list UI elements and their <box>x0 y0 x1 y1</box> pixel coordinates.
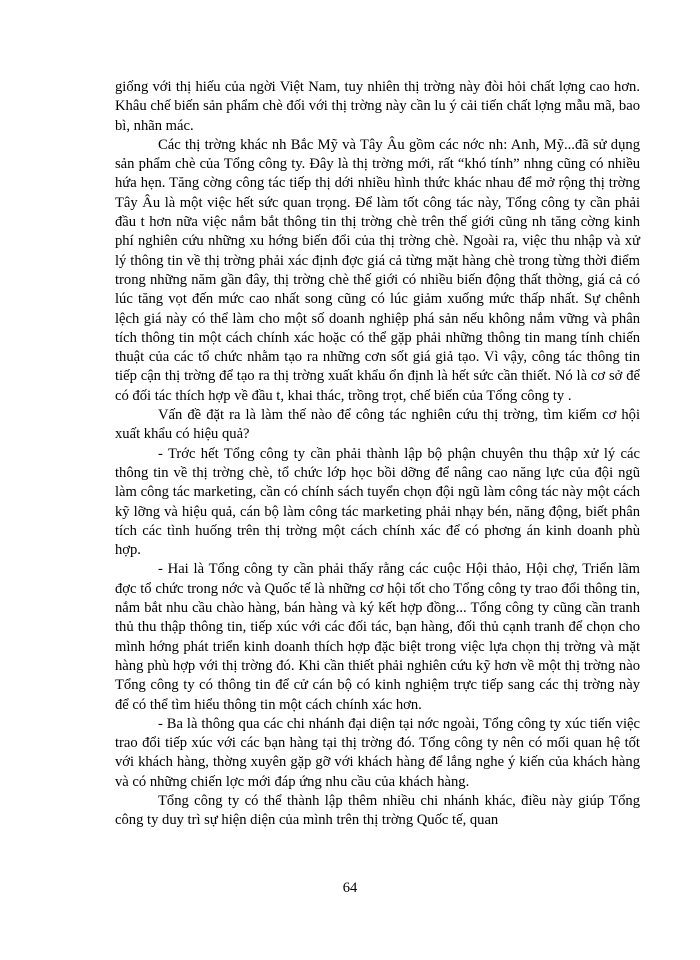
document-body <box>115 78 640 831</box>
paragraph-1: giống với thị hiếu của ngời Việt Nam, tuy nhiên thị trờng này đòi hỏi chất lợng cao hơn. Khâu chế biến sản phẩm chè đối với thị trờng này cần lu ý cải tiến chất lợng mẫu mã, bao bì, nhãn mác. <box>115 79 640 134</box>
paragraph-5: - Hai là Tổng công ty cần phải thấy rằng các cuộc Hội thảo, Hội chợ, Triển lãm đợc tổ chức trong nớc và Quốc tế là những cơ hội tốt cho Tổng công ty trao đổi thông tin, nắm bắt nhu cầu chào hàng, bán hàng và ký kết hợp đồng... Tổng công ty cũng cần tranh thủ thu thập thông tin, tiếp xúc với các đối tác, bạn hàng, đối thủ cạnh tranh để chọn cho mình hớng phát triển kinh doanh thích hợp đặc biệt trong việc lựa chọn thị trờng và mặt hàng phù hợp với thị trờng đó. Khi cần thiết phải nghiên cứu kỹ hơn về một thị trờng nào Tổng công ty có thông tin để cử cán bộ có kinh nghiệm trực tiếp sang các thị trờng này để có thể tìm hiểu thông tin một cách chính xác hơn. <box>115 561 640 713</box>
page-number: 64 <box>342 880 358 896</box>
paragraph-7: Tổng công ty có thể thành lập thêm nhiều chi nhánh khác, điều này giúp Tổng công ty duy trì sự hiện diện của mình trên thị trờng Quốc tế, quan <box>115 792 640 829</box>
paragraph-6: - Ba là thông qua các chi nhánh đại diện tại nớc ngoài, Tổng công ty xúc tiến việc trao đổi tiếp xúc với các bạn hàng tại thị trờng đó. Tổng công ty nên có mối quan hệ tốt với khách hàng, thờng xuyên gặp gỡ với khách hàng để lắng nghe ý kiến của khách hàng và có những chiến lợc mới đáp ứng nhu cầu của khách hàng. <box>115 715 640 790</box>
paragraph-4: - Trớc hết Tổng công ty cần phải thành lập bộ phận chuyên thu thập xử lý các thông tin về thị trờng chè, tổ chức lớp học bồi dỡng để nâng cao năng lực của đội ngũ làm công tác marketing, cần có chính sách tuyển chọn đội ngũ làm công tác này một cách kỹ lỡng và hiệu quả, cán bộ làm công tác marketing phải nhạy bén, năng động, biết phân tích các tình huống trên thị trờng một cách chính xác để có phơng án kinh doanh phù hợp. <box>115 445 640 559</box>
paragraph-3: Vấn đề đặt ra là làm thế nào để công tác nghiên cứu thị trờng, tìm kiếm cơ hội xuất khẩu có hiệu quả? <box>115 407 640 443</box>
paragraph-2: Các thị trờng khác nh Bắc Mỹ và Tây Âu gồm các nớc nh: Anh, Mỹ...đã sử dụng sản phẩm chè của Tổng công ty. Đây là thị trờng mới, rất “khó tính” nhng cũng có nhiều hứa hẹn. Tăng cờng công tác tiếp thị dới nhiều hình thức khác nhau để mở rộng thị trờng Tây Âu là một việc hết sức quan trọng. Để làm tốt công tác này, Tổng công ty cần phải đầu t hơn nữa việc nắm bắt thông tin thị trờng chè trên thế giới cũng nh tăng cờng kinh phí nghiên cứu những xu hớng biến đổi của thị trờng chè. Ngoài ra, việc thu nhập và xử lý thông tin về thị trờng phải xác định đợc giá cả từng mặt hàng chè trong từng thời điểm trong những năm gần đây, thị trờng chè thế giới có nhiều biến động thất thờng, giá cả có lúc tăng vọt đến mức cao nhất song cũng có lúc giảm xuống mức thấp nhất. Sự chênh lệch giá này có thể làm cho một số doanh nghiệp phá sản nếu không nắm vững và phân tích thông tin một cách chính xác hoặc có thể gặp phải những thông tin mang tính chiến thuật của các tổ chức nhằm tạo ra những cơn sốt giá giả tạo. Vì vậy, công tác thông tin tiếp cận thị trờng để tạo ra thị trờng xuất khẩu ổn định là hết sức cần thiết. Nó là cơ sở để có đối tác thích hợp về đầu t, khai thác, trồng trọt, chế biến của Tổng công ty . <box>115 136 640 404</box>
